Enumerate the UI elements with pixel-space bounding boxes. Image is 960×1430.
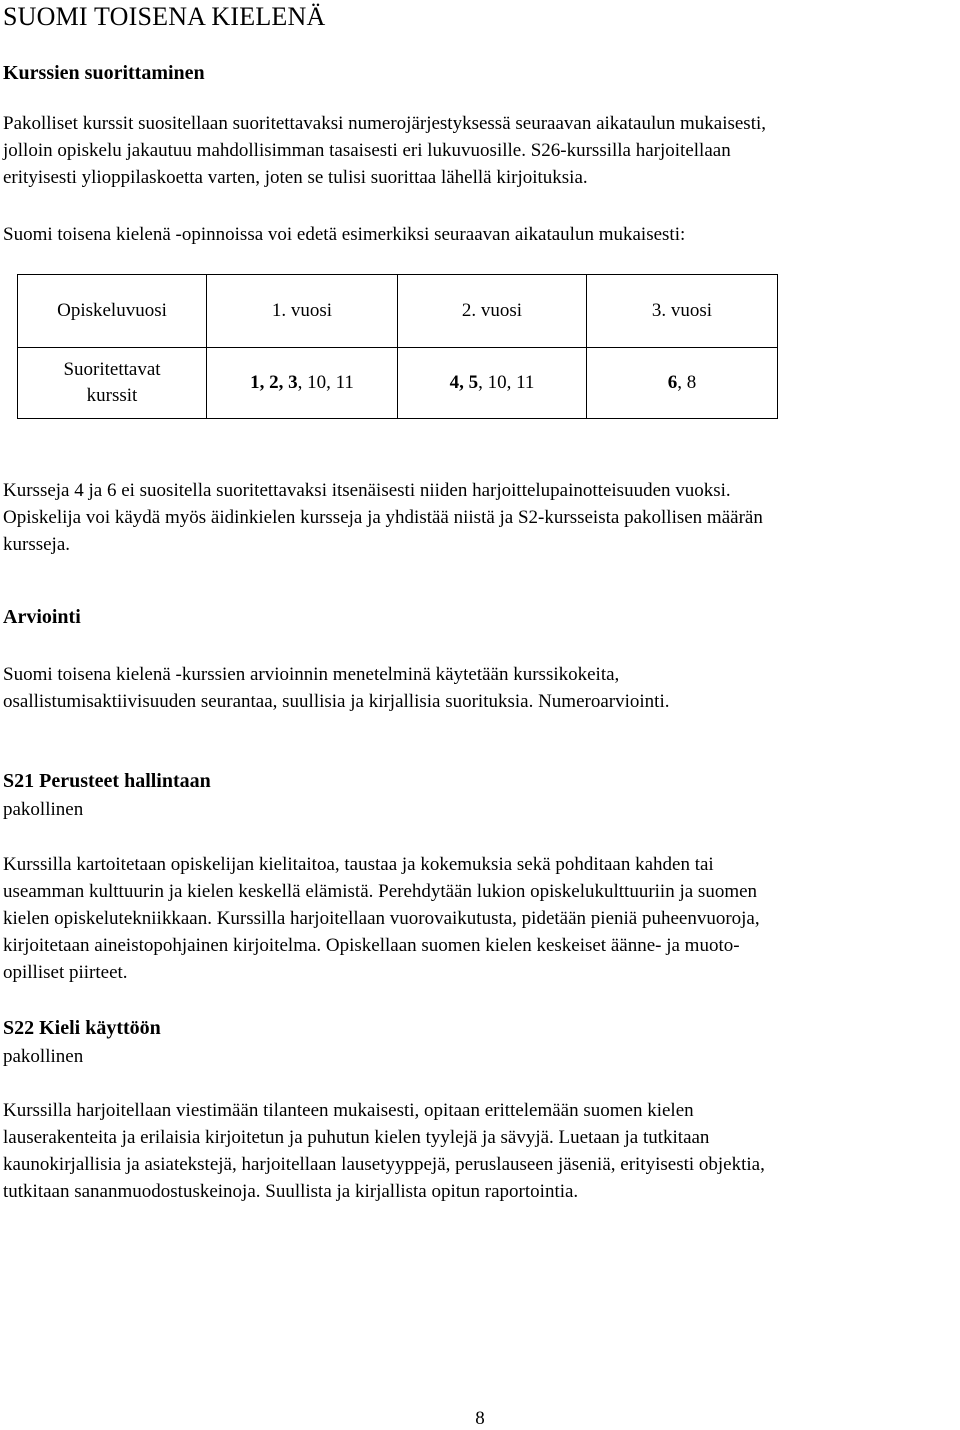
section-heading-assessment: Arviointi [3, 606, 81, 628]
text-line: kirjoitetaan aineistopohjainen kirjoitelma. Opiskellaan suomen kielen keskeiset äänne- ja muoto- [3, 935, 740, 956]
table-header-cell: 2. vuosi [398, 275, 587, 348]
table-header-row [18, 275, 778, 348]
course-description-s21 [3, 851, 760, 986]
text-line: lauserakenteita ja erilaisia kirjoitetun ja puhutun kielen tyylejä ja sävyjä. Luetaan ja tutkitaan [3, 1127, 710, 1148]
text-line: Kursseja 4 ja 6 ei suositella suoritettavaksi itsenäisesti niiden harjoittelupainotteisuuden vuoksi. [3, 480, 731, 501]
text-line: kursseja. [3, 534, 71, 555]
text-line: Kurssilla harjoitellaan viestimään tilanteen mukaisesti, opitaan erittelemään suomen kielen [3, 1100, 694, 1121]
mandatory-courses: 1, 2, 3 [250, 372, 298, 393]
paragraph-course-order [3, 110, 766, 191]
text-line: useamman kulttuurin ja kielen keskellä elämistä. Perehdytään lukion opiskelukulttuuriin ja suomen [3, 881, 758, 902]
course-description-s22 [3, 1097, 765, 1205]
text-line: kielen opiskelutekniikkaan. Kurssilla harjoitellaan vuorovaikutusta, pidetään pieniä puheenvuoroja, [3, 908, 760, 929]
table-row-label [18, 348, 207, 419]
other-courses: , 8 [677, 372, 697, 393]
table-header-cell: 3. vuosi [587, 275, 778, 348]
other-courses: , 10, 11 [297, 372, 354, 393]
table-cell-year2 [398, 348, 587, 419]
text-line: osallistumisaktiivisuuden seurantaa, suullisia ja kirjallisia suorituksia. Numeroarviointi. [3, 691, 670, 712]
table-row [18, 348, 778, 419]
table-header-cell: Opiskeluvuosi [18, 275, 207, 348]
text-line: Suomi toisena kielenä -kurssien arvioinnin menetelminä käytetään kurssikokeita, [3, 664, 620, 685]
text-line: erityisesti ylioppilaskoetta varten, joten se tulisi suorittaa lähellä kirjoituksia. [3, 167, 588, 188]
schedule-table [17, 274, 778, 419]
row-label-line: kurssit [86, 385, 138, 406]
text-line: jolloin opiskelu jakautuu mahdollisimman tasaisesti eri lukuvuosille. S26-kurssilla harjoitellaan [3, 140, 731, 161]
course-status-s21: pakollinen [3, 799, 84, 820]
course-heading-s21: S21 Perusteet hallintaan [3, 770, 211, 792]
mandatory-courses: 6 [667, 372, 678, 393]
course-status-s22: pakollinen [3, 1046, 84, 1067]
page-number: 8 [475, 1408, 485, 1429]
paragraph-course-notes [3, 477, 763, 558]
text-line: kaunokirjallisia ja asiatekstejä, harjoitellaan lausetyyppejä, peruslauseen jäseniä, erityisesti objektia, [3, 1154, 765, 1175]
course-heading-s22: S22 Kieli käyttöön [3, 1017, 161, 1039]
mandatory-courses: 4, 5 [449, 372, 479, 393]
table-header-cell: 1. vuosi [207, 275, 398, 348]
page-title: SUOMI TOISENA KIELENÄ [3, 2, 326, 31]
text-line: Kurssilla kartoitetaan opiskelijan kielitaitoa, taustaa ja kokemuksia sekä pohditaan kahden tai [3, 854, 714, 875]
paragraph-schedule-intro: Suomi toisena kielenä -opinnoissa voi edetä esimerkiksi seuraavan aikataulun mukaisesti: [3, 224, 686, 245]
table-cell-year1 [207, 348, 398, 419]
section-heading-courses: Kurssien suorittaminen [3, 62, 205, 84]
table-cell-year3 [587, 348, 778, 419]
text-line: Opiskelija voi käydä myös äidinkielen kursseja ja yhdistää niistä ja S2-kursseista pakollisen määrän [3, 507, 763, 528]
text-line: opilliset piirteet. [3, 962, 128, 983]
paragraph-assessment [3, 661, 669, 715]
row-label-line: Suoritettavat [63, 359, 161, 380]
other-courses: , 10, 11 [478, 372, 535, 393]
text-line: tutkitaan sananmuodostuskeinoja. Suullista ja kirjallista opitun raportointia. [3, 1181, 579, 1202]
text-line: Pakolliset kurssit suositellaan suoritettavaksi numerojärjestyksessä seuraavan aikataulun mukaisesti, [3, 113, 766, 134]
